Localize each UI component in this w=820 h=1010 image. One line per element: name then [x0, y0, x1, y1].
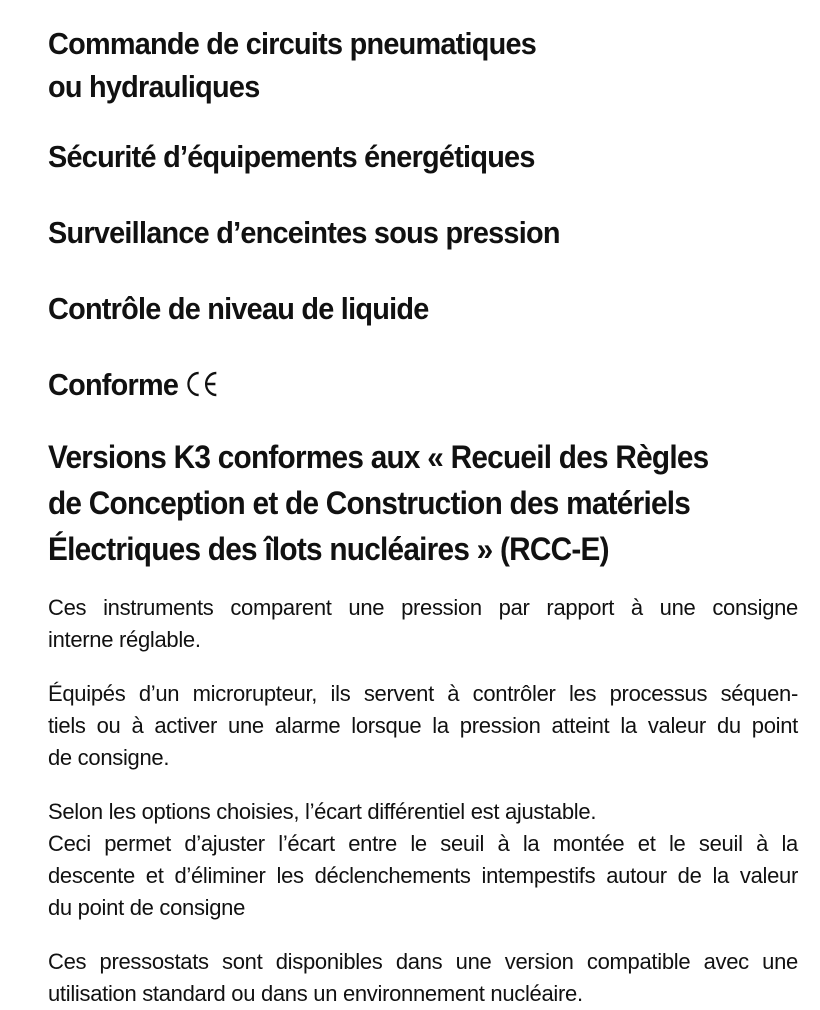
heading-line: Surveillance d’enceintes sous pression	[48, 215, 560, 250]
paragraph-line: Selon les options choisies, l’écart différentiel est ajustable.	[48, 799, 597, 824]
paragraph-differential-gap	[48, 796, 798, 924]
paragraph-availability	[48, 946, 798, 1010]
paragraph-line: de consigne.	[48, 745, 170, 770]
document-page	[48, 22, 798, 1010]
paragraph-line: Ceci permet d’ajuster l’écart entre le seuil à la montée et le seuil à la	[48, 831, 798, 856]
paragraph-line: Équipés d’un microrupteur, ils servent à contrôler les processus séquen-	[48, 681, 798, 706]
paragraph-line: Ces instruments comparent une pression par rapport à une consigne	[48, 595, 798, 620]
ce-mark-logo	[182, 366, 221, 409]
paragraph-microswitch	[48, 678, 798, 774]
heading-energy-equipment-safety	[48, 135, 746, 178]
paragraph-line: du point de consigne	[48, 895, 246, 920]
heading-pressure-vessel-monitoring	[48, 211, 746, 254]
heading-line: Versions K3 conformes aux « Recueil des Règles	[48, 439, 709, 475]
heading-line: Électriques des îlots nucléaires » (RCC-E)	[48, 531, 609, 567]
paragraph-line: interne réglable.	[48, 627, 201, 652]
heading-line: Conforme	[48, 367, 179, 402]
heading-line: Commande de circuits pneumatiques	[48, 26, 537, 61]
paragraph-line: tiels ou à activer une alarme lorsque la pression atteint la valeur du point	[48, 713, 798, 738]
heading-ce-conformity	[48, 363, 746, 409]
heading-pneumatic-hydraulic-control	[48, 22, 746, 108]
heading-line: Sécurité d’équipements énergétiques	[48, 139, 535, 174]
paragraph-line: Ces pressostats sont disponibles dans une version compatible avec une	[48, 949, 798, 974]
heading-k3-rcc-e-versions	[48, 434, 746, 572]
heading-line: de Conception et de Construction des matériels	[48, 485, 691, 521]
heading-line: ou hydrauliques	[48, 69, 260, 104]
heading-line: Contrôle de niveau de liquide	[48, 291, 429, 326]
paragraph-instruments-compare	[48, 592, 798, 656]
paragraph-line: utilisation standard ou dans un environnement nucléaire.	[48, 981, 583, 1006]
paragraph-line: descente et d’éliminer les déclenchements intempestifs autour de la valeur	[48, 863, 798, 888]
heading-liquid-level-control	[48, 287, 746, 330]
